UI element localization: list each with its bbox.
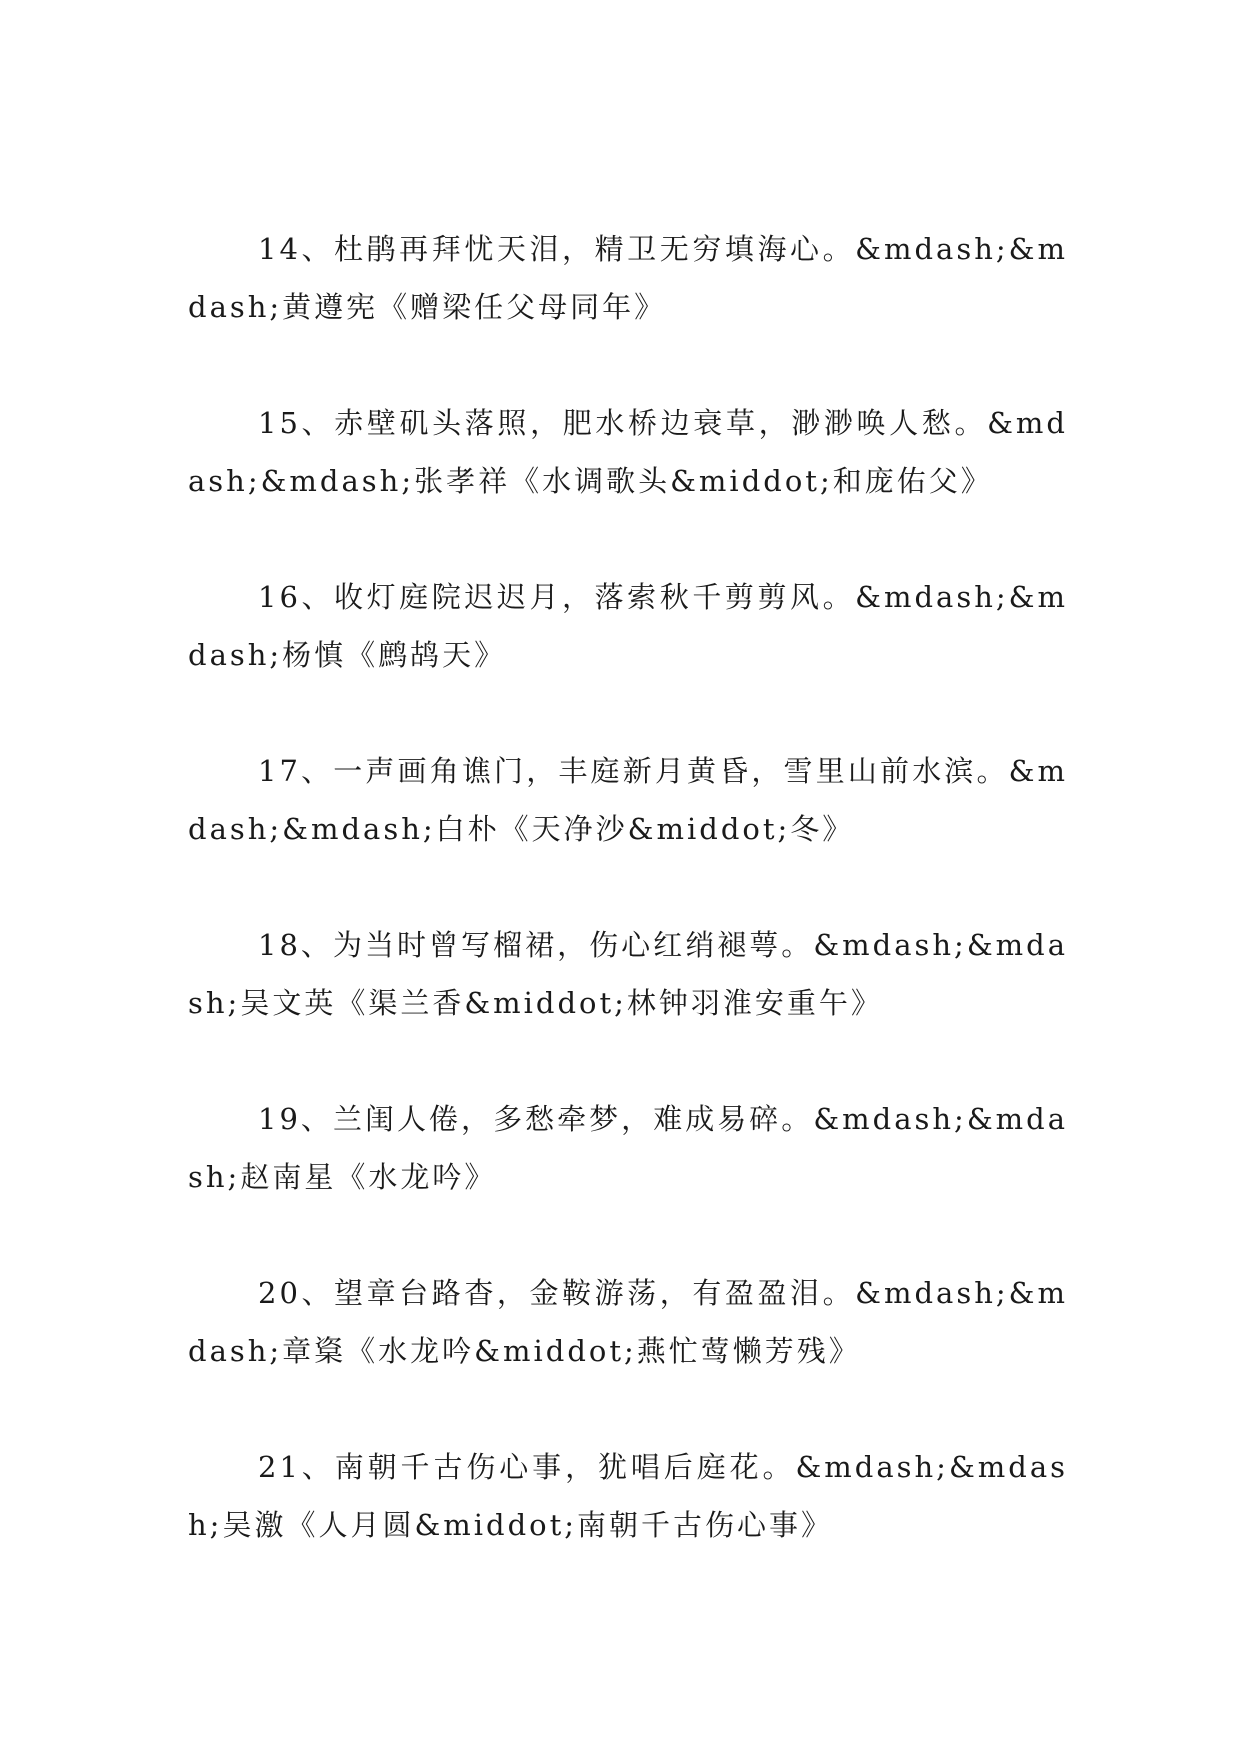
quote-entry-17: 17、一声画角谯门，丰庭新月黄昏，雪里山前水滨。&mdash;&mdash;白朴《天净沙&middot;冬》	[188, 754, 1068, 846]
quote-entry-19: 19、兰闺人倦，多愁牵梦，难成易碎。&mdash;&mdash;赵南星《水龙吟》	[188, 1102, 1068, 1194]
quote-entry-18: 18、为当时曾写榴裙，伤心红绡褪萼。&mdash;&mdash;吴文英《渠兰香&middot;林钟羽淮安重午》	[188, 928, 1068, 1020]
quote-entry-20: 20、望章台路杳，金鞍游荡，有盈盈泪。&mdash;&mdash;章楶《水龙吟&middot;燕忙莺懒芳残》	[188, 1276, 1068, 1368]
quote-entry-14: 14、杜鹃再拜忧天泪，精卫无穷填海心。&mdash;&mdash;黄遵宪《赠梁任父母同年》	[188, 232, 1068, 324]
quote-entry-16: 16、收灯庭院迟迟月，落索秋千剪剪风。&mdash;&mdash;杨慎《鹧鸪天》	[188, 580, 1068, 672]
quote-entry-15: 15、赤壁矶头落照，肥水桥边衰草，渺渺唤人愁。&mdash;&mdash;张孝祥《水调歌头&middot;和庞佑父》	[188, 406, 1068, 498]
quote-list	[188, 220, 1068, 1612]
quote-entry-21: 21、南朝千古伤心事，犹唱后庭花。&mdash;&mdash;吴激《人月圆&middot;南朝千古伤心事》	[188, 1450, 1068, 1542]
